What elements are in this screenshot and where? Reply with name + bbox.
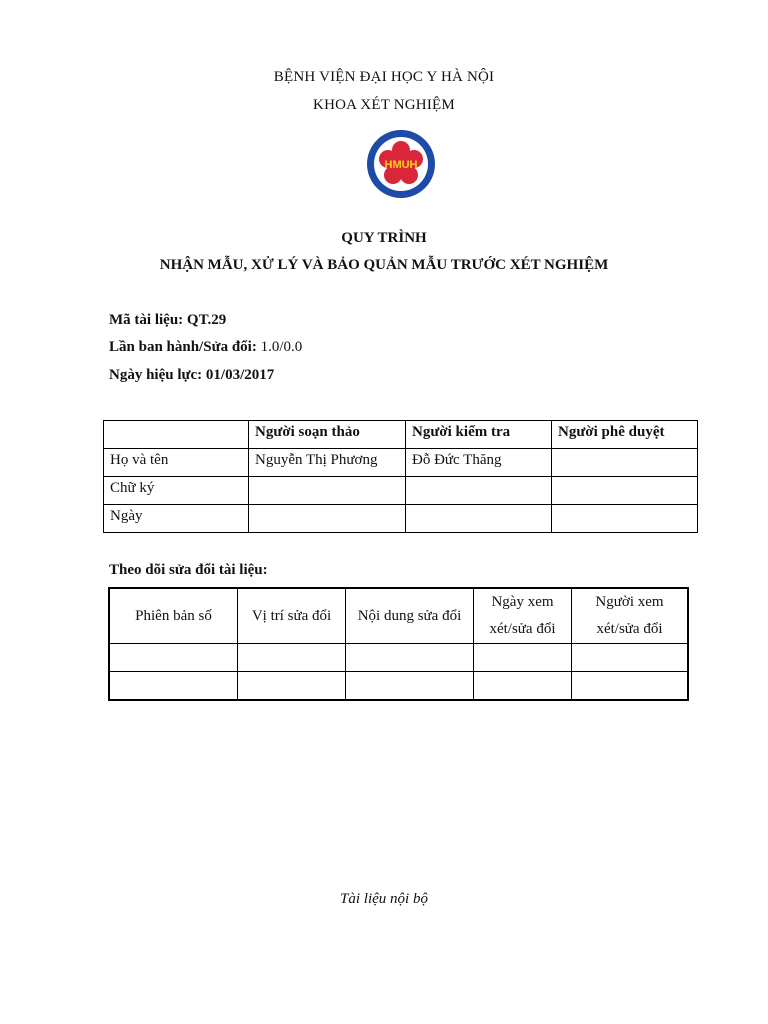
- hospital-logo: [361, 129, 441, 199]
- table-header-review-date: Ngày xem xét/sửa đổi: [474, 588, 572, 644]
- footer-internal-doc: Tài liệu nội bộ: [340, 891, 428, 907]
- doc-main-title: NHẬN MẪU, XỬ LÝ VÀ BẢO QUẢN MẪU TRƯỚC XÉT NGHIỆM: [159, 257, 609, 273]
- table-header-reviewer: Người xem xét/sửa đổi: [572, 588, 689, 644]
- table-cell: Đỗ Đức Thăng: [406, 449, 552, 477]
- approval-table: [103, 420, 698, 533]
- table-cell: [249, 477, 406, 505]
- revision-table: [108, 587, 689, 701]
- doc-effective-value: 01/03/2017: [205, 367, 275, 383]
- table-row: [104, 505, 698, 533]
- doc-code-line: [109, 312, 226, 329]
- table-cell: [552, 477, 698, 505]
- table-row: [104, 449, 698, 477]
- table-header-reviewer: Người kiểm tra: [406, 421, 552, 449]
- doc-type-title: QUY TRÌNH: [341, 230, 427, 246]
- table-cell: [346, 672, 474, 701]
- revision-section-title: Theo dõi sửa đổi tài liệu:: [109, 562, 268, 578]
- table-cell: [406, 505, 552, 533]
- doc-code-value: QT.29: [186, 312, 227, 328]
- table-cell: [109, 644, 238, 672]
- hospital-name: BỆNH VIỆN ĐẠI HỌC Y HÀ NỘI: [273, 69, 495, 85]
- table-cell: Nguyễn Thị Phương: [249, 449, 406, 477]
- table-row: [109, 672, 688, 701]
- doc-effective-label: Ngày hiệu lực:: [109, 367, 203, 383]
- table-cell: [474, 672, 572, 701]
- row-label-signature: Chữ ký: [104, 477, 249, 505]
- table-cell: [109, 672, 238, 701]
- doc-issue-value: 1.0/0.0: [260, 339, 303, 355]
- row-label-name: Họ và tên: [104, 449, 249, 477]
- approval-table-header: [104, 421, 698, 449]
- doc-code-label: Mã tài liệu:: [109, 312, 184, 328]
- revision-table-header: [109, 588, 688, 644]
- table-cell: [474, 644, 572, 672]
- table-cell: [572, 644, 689, 672]
- table-row: [109, 644, 688, 672]
- table-cell: [346, 644, 474, 672]
- doc-issue-line: [109, 339, 302, 356]
- table-cell: [238, 644, 346, 672]
- table-header-approver: Người phê duyệt: [552, 421, 698, 449]
- table-header-content: Nội dung sửa đổi: [346, 588, 474, 644]
- table-header-version: Phiên bản số: [109, 588, 238, 644]
- table-cell: [238, 672, 346, 701]
- table-cell: [249, 505, 406, 533]
- table-cell: [552, 449, 698, 477]
- doc-effective-line: [109, 367, 274, 384]
- department-name: KHOA XÉT NGHIỆM: [313, 97, 455, 113]
- doc-issue-label: Lần ban hành/Sửa đổi:: [109, 339, 257, 355]
- table-cell: [572, 672, 689, 701]
- table-cell: [552, 505, 698, 533]
- logo-text: HMUH: [384, 159, 418, 171]
- table-cell: [406, 477, 552, 505]
- row-label-date: Ngày: [104, 505, 249, 533]
- table-header-drafter: Người soạn thảo: [249, 421, 406, 449]
- table-header-location: Vị trí sửa đổi: [238, 588, 346, 644]
- table-row: [104, 477, 698, 505]
- table-cell: [104, 421, 249, 449]
